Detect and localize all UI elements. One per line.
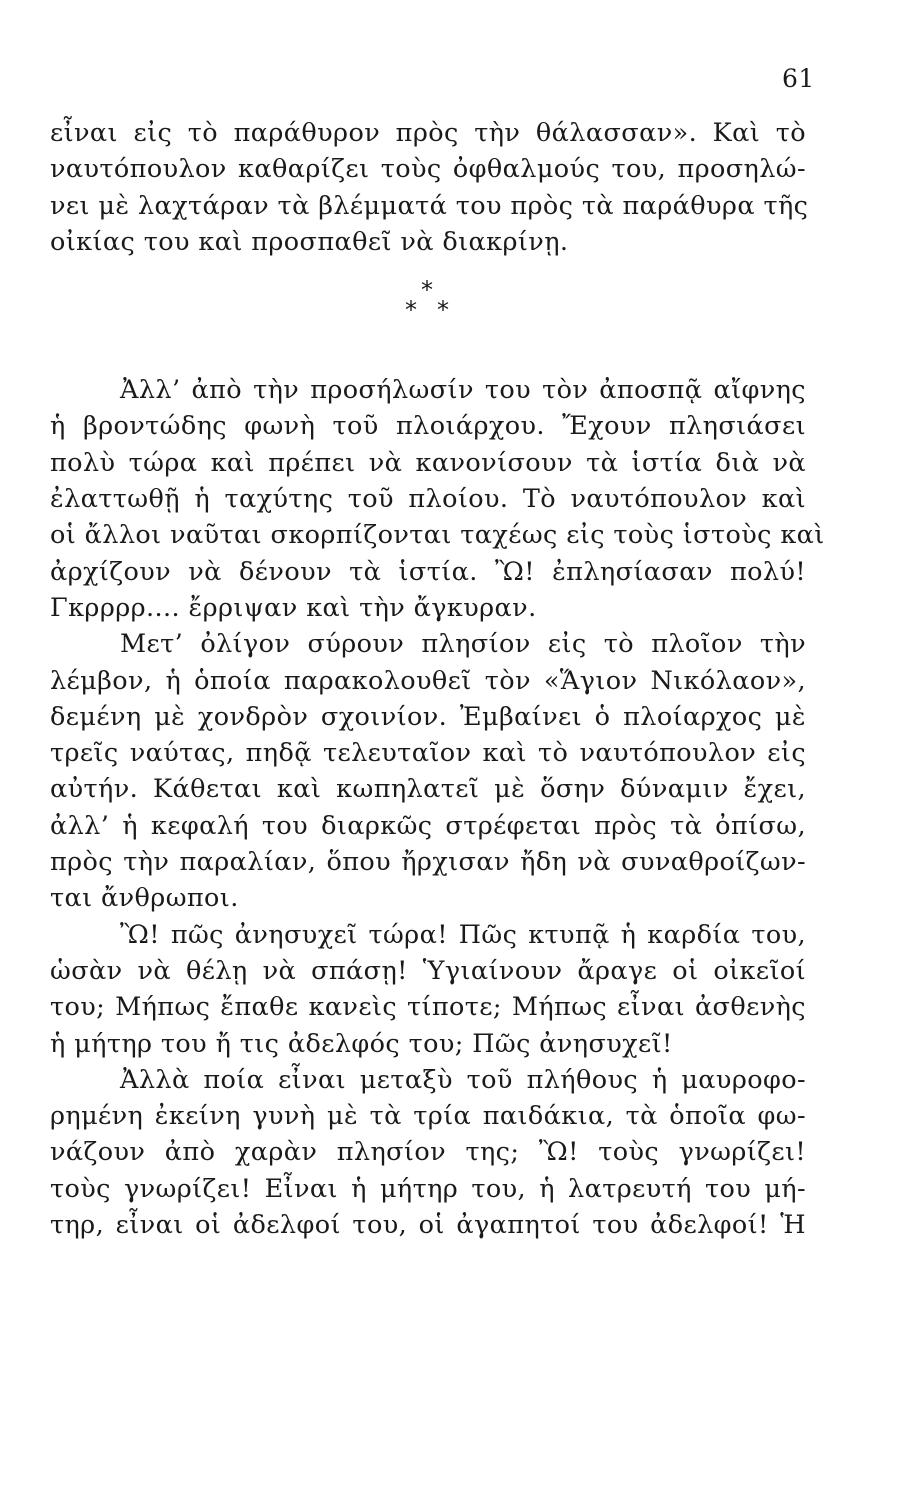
- asterisk-mark: *: [405, 296, 417, 325]
- text-line: Ἀλλὰ ποία εἶναι μεταξὺ τοῦ πλήθους ἡ μαυροφο-: [120, 1064, 806, 1095]
- text-line: ἐλαττωθῇ ἡ ταχύτης τοῦ πλοίου. Τὸ ναυτόπουλον καὶ: [50, 484, 806, 515]
- asterisk-mark: *: [421, 276, 433, 305]
- text-line: νάζουν ἀπὸ χαρὰν πλησίον της; Ὢ! τοὺς γνωρίζει!: [50, 1137, 806, 1168]
- text-line: εἶναι εἰς τὸ παράθυρον πρὸς τὴν θάλασσαν». Καὶ τὸ: [50, 118, 806, 148]
- text-line: πρὸς τὴν παραλίαν, ὅπου ἤρχισαν ἤδη νὰ συναθροίζων-: [50, 847, 806, 878]
- text-line: ἡ μήτηρ του ἤ τις ἀδελφός του; Πῶς ἀνησυχεῖ!: [50, 1028, 673, 1059]
- text-line: ρημένη ἐκείνη γυνὴ μὲ τὰ τρία παιδάκια, τὰ ὁποῖα φω-: [50, 1101, 806, 1132]
- text-line: Ἀλλ’ ἀπὸ τὴν προσήλωσίν του τὸν ἀποσπᾷ αἴφνης: [120, 375, 806, 406]
- text-line: οἰκίας του καὶ προσπαθεῖ νὰ διακρίνῃ.: [50, 226, 569, 257]
- text-line: Μετ’ ὀλίγον σύρουν πλησίον εἰς τὸ πλοῖον τὴν: [120, 629, 806, 660]
- paragraph-1: [50, 115, 809, 260]
- text-line: πολὺ τώρα καὶ πρέπει νὰ κανονίσουν τὰ ἱστία διὰ νὰ: [50, 447, 806, 478]
- text-line: δεμένη μὲ χονδρὸν σχοινίον. Ἐμβαίνει ὁ πλοίαρχος μὲ: [50, 701, 806, 732]
- text-line: ται ἄνθρωποι.: [50, 883, 239, 914]
- text-line: τρεῖς ναύτας, πηδᾷ τελευταῖον καὶ τὸ ναυτόπουλον εἰς: [50, 738, 806, 769]
- text-line: οἱ ἄλλοι ναῦται σκορπίζονται ταχέως εἰς τοὺς ἱστοὺς καὶ: [50, 520, 825, 551]
- text-line: τοὺς γνωρίζει! Εἶναι ἡ μήτηρ του, ἡ λατρευτή του μή-: [50, 1173, 806, 1204]
- paragraph-3: [50, 626, 806, 916]
- text-line: ἀλλ’ ἡ κεφαλή του διαρκῶς στρέφεται πρὸς τὰ ὀπίσω,: [50, 810, 806, 841]
- section-break-asterism: [50, 260, 806, 372]
- text-line: λέμβον, ἡ ὁποία παρακολουθεῖ τὸν «Ἅγιον Νικόλαον»,: [50, 665, 806, 696]
- text-line: ἀρχίζουν νὰ δένουν τὰ ἱστία. Ὢ! ἐπλησίασαν πολύ!: [50, 556, 806, 587]
- text-line: Γκρρρρ.... ἔρριψαν καὶ τὴν ἄγκυραν.: [50, 592, 537, 623]
- text-line: ναυτόπουλον καθαρίζει τοὺς ὀφθαλμούς του, προσηλώ-: [50, 154, 806, 185]
- paragraph-2: [50, 372, 825, 626]
- text-line: Ὢ! πῶς ἀνησυχεῖ τώρα! Πῶς κτυπᾷ ἡ καρδία του,: [120, 919, 806, 950]
- body-text: [50, 115, 825, 1243]
- text-line: νει μὲ λαχτάραν τὰ βλέμματά του πρὸς τὰ παράθυρα τῆς: [50, 190, 809, 221]
- text-line: ἡ βροντώδης φωνὴ τοῦ πλοιάρχου. Ἔχουν πλησιάσει: [50, 411, 806, 442]
- text-line: αὐτήν. Κάθεται καὶ κωπηλατεῖ μὲ ὅσην δύναμιν ἔχει,: [50, 774, 806, 805]
- paragraph-5: [50, 1062, 806, 1243]
- paragraph-4: [50, 917, 806, 1062]
- page-number: 61: [782, 64, 815, 93]
- text-line: τηρ, εἶναι οἱ ἀδελφοί του, οἱ ἀγαπητοί του ἀδελφοί! Ἡ: [50, 1210, 806, 1241]
- text-line: ὡσὰν νὰ θέλῃ νὰ σπάσῃ! Ὑγιαίνουν ἄραγε οἱ οἰκεῖοί: [50, 955, 806, 986]
- text-line: του; Μήπως ἔπαθε κανεὶς τίποτε; Μήπως εἶναι ἀσθενὴς: [50, 992, 806, 1023]
- asterisk-mark: *: [437, 296, 449, 325]
